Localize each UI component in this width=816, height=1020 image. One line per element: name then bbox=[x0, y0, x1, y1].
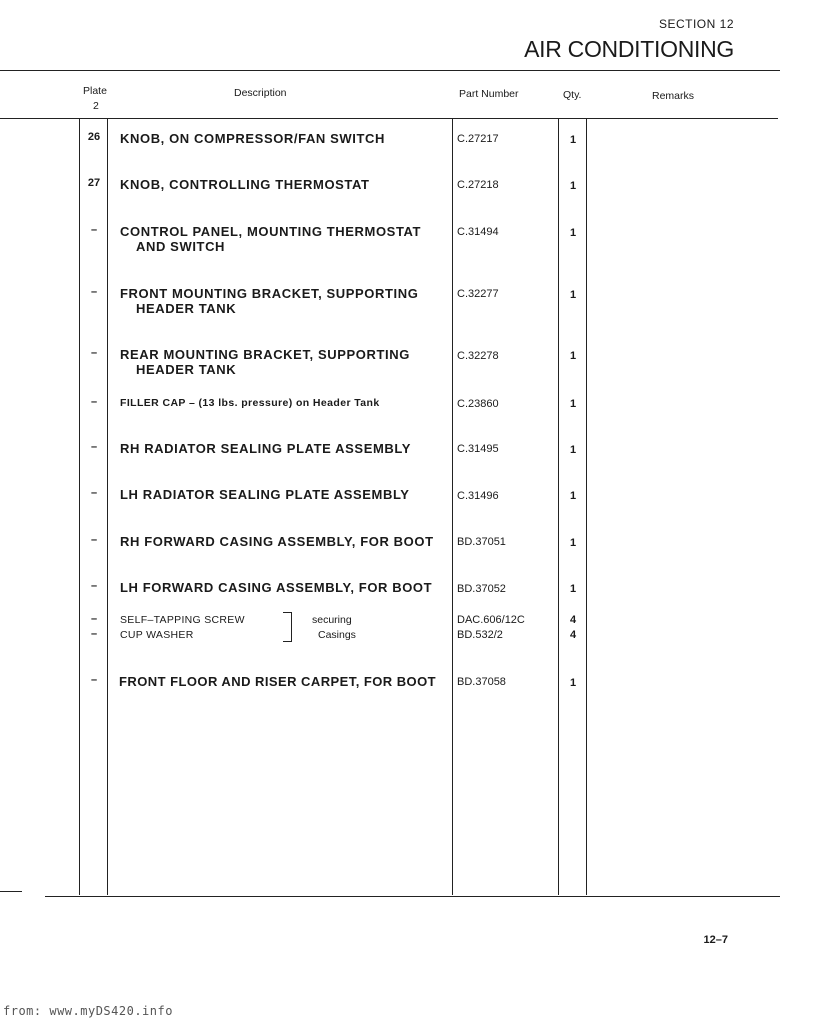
part-description: SELF–TAPPING SCREW bbox=[120, 614, 245, 626]
top-rule bbox=[0, 70, 780, 71]
header-plate-number: 2 bbox=[93, 100, 99, 112]
bottom-rule bbox=[45, 896, 780, 897]
bottom-rule-left bbox=[0, 891, 22, 892]
part-number: BD.37051 bbox=[457, 536, 506, 548]
header-plate: Plate bbox=[83, 85, 107, 97]
plate-ref: – bbox=[90, 613, 98, 625]
description-line-2: HEADER TANK bbox=[136, 362, 237, 377]
part-number: C.31496 bbox=[457, 490, 499, 502]
part-number: C.32277 bbox=[457, 288, 499, 300]
grouping-bracket bbox=[283, 612, 292, 642]
part-description: CUP WASHER bbox=[120, 629, 194, 641]
quantity: 1 bbox=[569, 289, 577, 301]
bracket-note-line-2: Casings bbox=[318, 629, 356, 641]
part-number: BD.532/2 bbox=[457, 629, 503, 641]
header-description: Description bbox=[234, 87, 287, 99]
description-line-1: CONTROL PANEL, MOUNTING THERMOSTAT bbox=[120, 224, 422, 239]
header-part-number: Part Number bbox=[459, 88, 519, 100]
plate-ref: – bbox=[90, 396, 98, 408]
plate-ref: – bbox=[90, 580, 98, 592]
part-description: FRONT FLOOR AND RISER CARPET, FOR BOOT bbox=[119, 674, 437, 689]
plate-ref: – bbox=[90, 347, 98, 359]
part-description: FILLER CAP – (13 lbs. pressure) on Header Tank bbox=[120, 397, 380, 409]
part-number: DAC.606/12C bbox=[457, 614, 525, 626]
quantity: 4 bbox=[569, 629, 577, 641]
part-description: LH RADIATOR SEALING PLATE ASSEMBLY bbox=[120, 487, 410, 502]
description-line-1: REAR MOUNTING BRACKET, SUPPORTING bbox=[120, 347, 410, 362]
quantity: 1 bbox=[569, 490, 577, 502]
part-description: RH FORWARD CASING ASSEMBLY, FOR BOOT bbox=[120, 534, 434, 549]
part-description: LH FORWARD CASING ASSEMBLY, FOR BOOT bbox=[120, 580, 433, 595]
quantity: 1 bbox=[569, 583, 577, 595]
quantity: 1 bbox=[569, 180, 577, 192]
description-line-2: AND SWITCH bbox=[136, 239, 226, 254]
section-label: SECTION 12 bbox=[658, 17, 734, 31]
quantity: 1 bbox=[569, 677, 577, 689]
plate-ref: – bbox=[90, 674, 98, 686]
quantity: 1 bbox=[569, 227, 577, 239]
plate-ref: 26 bbox=[87, 131, 101, 143]
page-title: AIR CONDITIONING bbox=[524, 36, 734, 62]
part-number: C.27218 bbox=[457, 179, 499, 191]
part-description: RH RADIATOR SEALING PLATE ASSEMBLY bbox=[120, 441, 412, 456]
plate-ref: – bbox=[90, 286, 98, 298]
plate-ref: – bbox=[90, 487, 98, 499]
description-line-2: HEADER TANK bbox=[136, 301, 237, 316]
part-description: KNOB, ON COMPRESSOR/FAN SWITCH bbox=[120, 131, 386, 146]
bracket-note-line-1: securing bbox=[312, 614, 352, 626]
header-qty: Qty. bbox=[563, 89, 582, 101]
part-number: C.31495 bbox=[457, 443, 499, 455]
quantity: 1 bbox=[569, 537, 577, 549]
quantity: 1 bbox=[569, 134, 577, 146]
part-number: C.31494 bbox=[457, 226, 499, 238]
header-rule bbox=[0, 118, 778, 119]
plate-ref: – bbox=[90, 628, 98, 640]
part-description bbox=[120, 224, 455, 254]
part-description: KNOB, CONTROLLING THERMOSTAT bbox=[120, 177, 370, 192]
qty-col-right-rule bbox=[586, 118, 587, 895]
page-number: 12–7 bbox=[703, 934, 728, 946]
part-number: C.27217 bbox=[457, 133, 499, 145]
plate-ref: – bbox=[90, 534, 98, 546]
quantity: 4 bbox=[569, 614, 577, 626]
header-remarks: Remarks bbox=[652, 90, 695, 102]
description-line-1: FRONT MOUNTING BRACKET, SUPPORTING bbox=[120, 286, 419, 301]
quantity: 1 bbox=[569, 444, 577, 456]
part-col-right-rule bbox=[558, 118, 559, 895]
quantity: 1 bbox=[569, 350, 577, 362]
part-number: BD.37052 bbox=[457, 583, 506, 595]
part-description bbox=[120, 286, 455, 316]
part-number: C.23860 bbox=[457, 398, 499, 410]
part-description bbox=[120, 347, 455, 377]
quantity: 1 bbox=[569, 398, 577, 410]
plate-ref: – bbox=[90, 441, 98, 453]
part-number: BD.37058 bbox=[457, 676, 506, 688]
part-number: C.32278 bbox=[457, 350, 499, 362]
plate-ref: 27 bbox=[87, 177, 101, 189]
source-watermark: from: www.myDS420.info bbox=[3, 1004, 173, 1018]
plate-ref: – bbox=[90, 224, 98, 236]
